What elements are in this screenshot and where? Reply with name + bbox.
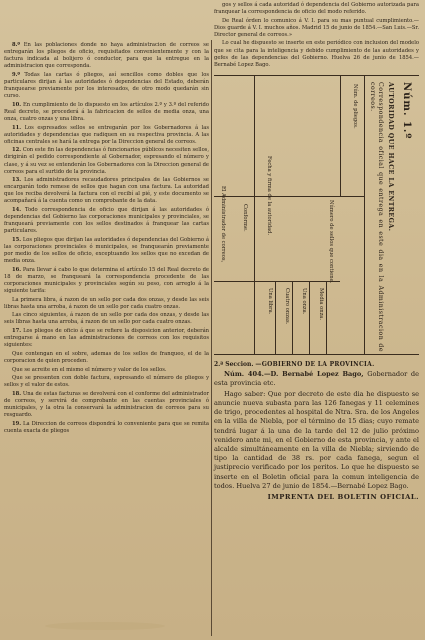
correspondence-model-table	[214, 75, 419, 355]
article-text: En las poblaciones donde no haya administracion de correos se entregarán los pliegos de oficio, requisitados convenientemente y con la factura indicada al bolijero ó conductor, para que la entregue en la administracion que corresponda.	[4, 42, 210, 70]
article-paragraph	[4, 351, 209, 365]
right-column	[214, 2, 419, 501]
article-number: 12.	[12, 147, 22, 154]
intro-paragraph: gos y sellos á cada autoridad ó dependencia del Gobierno autorizada para franquear la correspondencia de oficio del modo referido.	[214, 2, 419, 16]
article-text: Que se acreite en el mismo el número y valor de los sellos.	[12, 366, 167, 373]
article-paragraph	[4, 125, 209, 146]
left-column	[4, 0, 209, 436]
article-paragraph	[4, 102, 209, 123]
notice-heading: Núm. 404.—D. Bernabé Lopez Bago, Gobernador de esta provincia etc.	[214, 369, 419, 388]
table-rule	[309, 281, 310, 354]
article-paragraph	[4, 328, 209, 349]
article-paragraph	[4, 312, 209, 326]
table-rule	[275, 281, 276, 354]
article-text: Las cinco siguientes, á razon de un sello por cada dos onzas, y desde las seis libras hasta una arroba, á razon de un sello por cada cuatro onzas.	[4, 312, 209, 326]
article-text: Una de estas facturas se devolverá con el conforme del administrador de correos, y servirá de comprobante en las cuentas provinciales ó municipales, y la otra la conservará la administracion de correos para su resguardo.	[4, 390, 209, 419]
article-number: 11.	[12, 124, 22, 131]
ink-stain-decoration	[40, 620, 170, 632]
section-heading	[214, 361, 419, 368]
table-rule	[326, 281, 327, 354]
article-text: Los pliegos de oficio á que se refiere la disposicion anterior, deberán entregarse á mano en las administraciones de correos con los requisitos siguientes:	[4, 328, 209, 349]
article-paragraph	[4, 42, 209, 70]
table-rule	[254, 76, 255, 354]
article-text: La Direccion de correos dispondrá lo conveniente para que se remita cuenta exacta de pliegos	[4, 420, 209, 434]
article-paragraph	[4, 72, 209, 100]
article-number: 10.	[12, 101, 22, 108]
article-number: 8.º	[12, 42, 21, 48]
table-number-title: Núm. 1.º	[401, 81, 412, 140]
royal-order-paragraph: De Real órden lo comunico á V. I. para su mas puntual cumplimiento.—Dios guarde á V. I. muchos años. Madrid 15 de junio de 1854.—San Luis.—Sr. Director general de correos.»	[214, 17, 419, 38]
article-text: En cumplimiento de lo dispuesto en los artículos 2.º y 3.º del referido Real decreto, se procederá á la fabricacion de sellos de media onza, una onza, cuatro onzas y una libra.	[4, 101, 209, 122]
article-text: Todas las cartas ó pliegos, así sencillos como dobles que los particulares dirijan á las autoridades ó dependencias del Estado, deberán franquearse previamente por los interesados, de otro modo quedarán sin curso.	[4, 71, 209, 100]
col-cuatro-onzas: Cuatro onzas.	[284, 287, 290, 325]
col-sellos-header: Número de sellos que contiene.	[328, 199, 334, 284]
table-rule	[214, 196, 364, 197]
table-rule	[292, 281, 293, 354]
article-number: 17.	[12, 328, 22, 335]
article-text: Que se presenten con doble factura, espresando el número de pliegos y sellos y el valor de estos.	[4, 375, 209, 389]
table-rule	[364, 76, 365, 354]
governor-notice	[214, 370, 419, 491]
col-una-libra: Una libra.	[267, 287, 273, 315]
article-paragraph	[4, 421, 209, 435]
printer-imprint: IMPRENTA DEL BOLETIN OFICIAL.	[267, 493, 419, 502]
table-rule	[214, 281, 340, 282]
article-text: Con este fin las dependencias ó funcionarios públicos necesiten sellos, dirigirán el pedido correspondiente al Gobernador, espresando el número y clase, y á su vez se entenderán los Gobernadores con la Direccion general de correos para el surtido de la provincia.	[4, 147, 209, 175]
article-text: Los pliegos que dirijan las autoridades ó dependencias del Gobierno á las corporaciones provinciales ó municipales, se franquearán previamente por medio de los sellos de oficio, exceptuando los sellos que no excedan de media onza.	[4, 236, 209, 265]
table-rule	[340, 76, 341, 196]
col-una-onza: Una onza.	[301, 287, 307, 315]
article-text: Todo correspondencia de oficio que dirijan á las autoridades ó dependencias del Gobierno las corporaciones municipales y provinciales, se franqueará previamente con los sellos destinados á franquear las cartas particulares.	[4, 207, 209, 235]
article-paragraph	[4, 207, 209, 235]
article-paragraph	[4, 267, 209, 295]
section-number: 2.ª Seccion.	[214, 360, 254, 368]
col-media-onza: Media onza.	[318, 287, 324, 320]
notice-body: Hago saber: Que por decreto de este dia he dispuesto se anuncie nueva subasta para las 126 fanegas y 11 celemines de trigo, procedentes al hospital de Ntra. Sra. de los Angeles en la villa de Niebla, por el término de 15 dias; cuyo remate tendrá lugar á la una de la tarde del 12 de julio próximo venidero ante mi, en el Gobierno de esta provincia, y ante el alcalde simultáneamente en la villa de Niebla; sirviendo de tipo la cantidad de 38 rs. por cada fanega, segun el justiprecio verificado por los peritos. Lo que he dispuesto se inserte en el Boletin oficial para la comun inteligencia de todos. Huelva 27 de junio de 1854.—Bernabé Lopez Bago.	[214, 389, 419, 490]
article-number: 18.	[12, 390, 22, 397]
article-paragraph	[4, 297, 209, 311]
table-heading-authority: AUTORIDAD QUE HACE LA ENTREGA.	[387, 81, 394, 232]
article-paragraph	[4, 237, 209, 265]
insertion-paragraph: Lo cual he dispuesto se inserte en este periódico con inclusion del modelo que se cita para la inteligencia y debido cumplimiento de las autoridades y gefes de las dependencias del Gobierno. Huelva 26 de junio de 1854.—Bernabé Lopez Bago.	[214, 40, 419, 68]
article-text: Los administradores recaudadores principales de las Gobiernos se encargarán todo remese de sellos que hagan con una factura. La autoridad que los reciba devolverá la factura con el recibí al pié, y este documento se acompañará á la cuenta como un comprobante de la data.	[4, 177, 210, 205]
section-name: —GOBIERNO DE LA PROVINCIA.	[255, 360, 375, 368]
article-paragraph	[4, 367, 209, 374]
article-number: 19.	[12, 420, 22, 427]
column-divider	[211, 40, 212, 636]
article-paragraph	[4, 391, 209, 419]
article-text: La primera libra, á razon de un sello por cada dos onzas, y desde las seis libras hasta una arroba, á razon de un sello por cada cuatro onzas.	[4, 296, 209, 310]
table-heading-description: Correspondencia oficial que entrega en este dia en la Administracion de correos.	[369, 81, 384, 352]
footer-administrator: El Administrador de correos,	[220, 185, 226, 263]
article-text: Para llevar á cabo lo que determina el artículo 15 del Real decreto de 18 de marzo, se franqueará la correspondencia procedente de las corporaciones municipales y provinciales según su peso, con arreglo á la siguiente tarifa:	[4, 266, 209, 295]
article-number: 14.	[12, 207, 22, 214]
footer-date-signature: Fecha y firma de la autoridad.	[266, 155, 272, 236]
article-number: 13.	[12, 177, 22, 184]
article-paragraph	[4, 147, 209, 175]
article-number: 16.	[12, 266, 22, 273]
article-number: 15.	[12, 236, 22, 243]
article-paragraph	[4, 375, 209, 389]
footer-conforme: Conforme.	[242, 203, 248, 232]
article-text: Que contengan en el sobre, ademas de los sellos de franqueo, el de la corporacion de quien proceden.	[4, 350, 209, 364]
col-pliegos: Núm. de pliegos.	[352, 83, 358, 129]
article-paragraph	[4, 177, 209, 205]
article-text: Los espresados sellos se entregarán por los Gobernadores á las autoridades y dependencias que radiquen en su respectiva provincia. A las oficinas centrales se hará la entrega por la Direccion general de correos.	[4, 124, 209, 145]
article-number: 9.º	[12, 71, 21, 78]
